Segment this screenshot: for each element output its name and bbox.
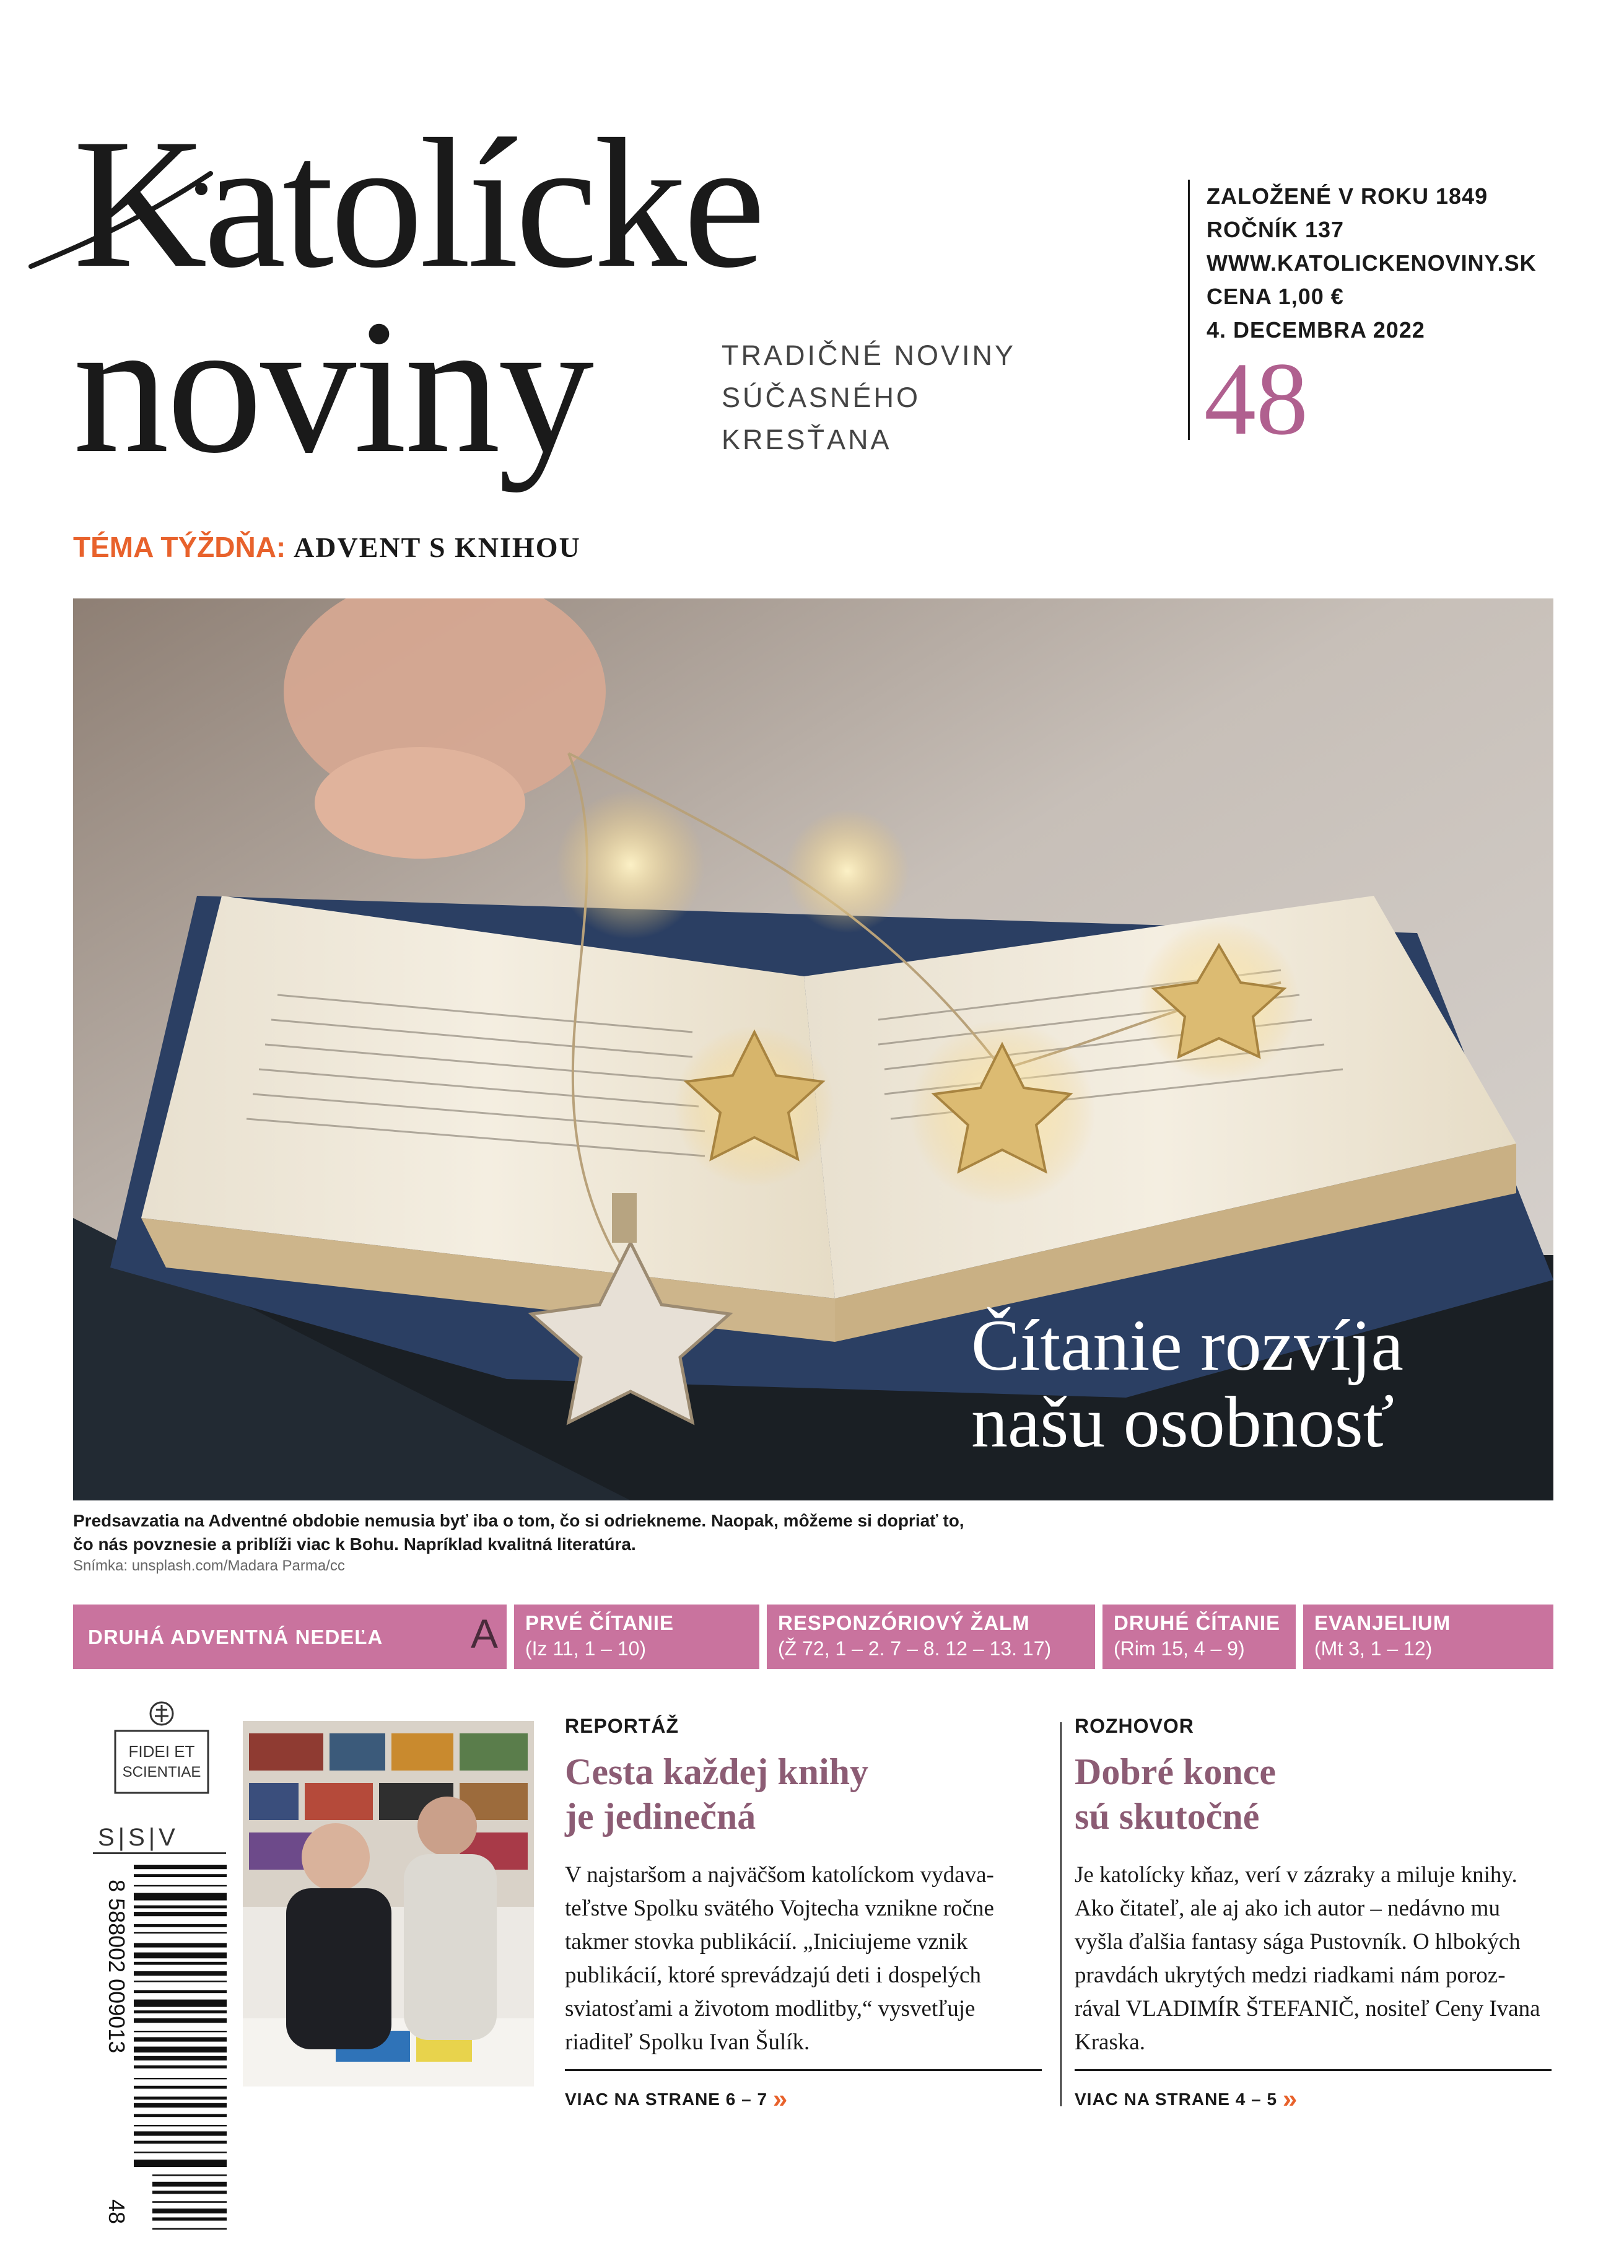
reading-title: DRUHÉ ČÍTANIE	[1114, 1611, 1281, 1634]
more-link-text: VIAC NA STRANE 6 – 7	[565, 2090, 768, 2109]
caption-line: čo nás povznesie a priblíži viac k Bohu. Napríklad kvalitná literatúra.	[73, 1535, 636, 1554]
article-section-label: REPORTÁŽ	[565, 1715, 679, 1737]
body-line: pravdách ukrytých medzi riadkami nám poroz-	[1075, 1963, 1506, 1988]
body-line: teľstve Spolku svätého Vojtecha vznikne ročne	[565, 1896, 994, 1921]
article-title[interactable]	[565, 1749, 868, 1839]
double-chevron-right-icon: »	[1282, 2084, 1298, 2113]
seal-text-line2: SCIENTIAE	[122, 1764, 201, 1780]
first-reading	[514, 1605, 759, 1669]
second-reading	[1102, 1605, 1296, 1669]
body-line: sviatosťami a životom modlitby,“ vysvetľuje	[565, 1996, 976, 2021]
liturgy-sunday	[73, 1605, 507, 1669]
article-body	[1075, 1859, 1540, 2059]
reading-title: EVANJELIUM	[1314, 1611, 1451, 1634]
issue-info	[1207, 180, 1537, 347]
body-line: riaditeľ Spolku Ivan Šulík.	[565, 2029, 810, 2055]
tagline-line: TRADIČNÉ NOVINY	[722, 339, 1016, 371]
hero-headline	[971, 1307, 1404, 1461]
reading-title: RESPONZÓRIOVÝ ŽALM	[778, 1611, 1030, 1634]
publisher-letters: S|S|V	[98, 1824, 179, 1851]
headline-line: Čítanie rozvíja	[971, 1305, 1404, 1386]
body-line: takmer stovka publikácií. „Iniciujeme vznik	[565, 1929, 968, 1955]
responsorial-psalm	[767, 1605, 1095, 1669]
title-line: Cesta každej knihy	[565, 1751, 869, 1792]
liturgical-cycle: A	[471, 1611, 499, 1657]
headline-line: našu osobnosť	[971, 1381, 1395, 1463]
double-chevron-right-icon: »	[772, 2084, 788, 2113]
article-body	[565, 1859, 994, 2059]
publisher-rule	[93, 1852, 226, 1854]
article-photo	[243, 1721, 534, 2086]
barcode-addon: 48	[104, 2199, 129, 2225]
masthead-tagline	[722, 335, 1016, 461]
barcode-number: 8 588002 009013	[104, 1880, 129, 2054]
more-link-text: VIAC NA STRANE 4 – 5	[1075, 2090, 1278, 2109]
photo-credit: Snímka: unsplash.com/Madara Parma/cc	[73, 1557, 345, 1574]
seal-text-line1: FIDEI ET	[128, 1742, 195, 1761]
info-divider	[1188, 180, 1190, 440]
body-line: V najstaršom a najväčšom katolíckom vydava-	[565, 1862, 994, 1888]
reading-reference: (Rim 15, 4 – 9)	[1114, 1637, 1245, 1660]
tagline-line: SÚČASNÉHO	[722, 382, 921, 413]
reading-title: PRVÉ ČÍTANIE	[525, 1611, 674, 1634]
title-line: Dobré konce	[1075, 1751, 1276, 1792]
theme-label: TÉMA TÝŽDŇA:	[73, 531, 286, 563]
sunday-label: DRUHÁ ADVENTNÁ NEDEĽA	[88, 1626, 383, 1648]
website-link[interactable]: WWW.KATOLICKENOVINY.SK	[1207, 250, 1537, 276]
masthead-title-line2: noviny	[73, 281, 592, 493]
more-link[interactable]	[565, 2084, 788, 2114]
title-line: sú skutočné	[1075, 1796, 1260, 1837]
body-line: Je katolícky kňaz, verí v zázraky a miluje knihy.	[1075, 1862, 1517, 1888]
tagline-line: KRESŤANA	[722, 424, 892, 455]
more-link[interactable]	[1075, 2084, 1298, 2114]
reading-reference: (Ž 72, 1 – 2. 7 – 8. 12 – 13. 17)	[778, 1637, 1052, 1660]
article-section-label: ROZHOVOR	[1075, 1715, 1194, 1737]
body-line: publikácií, ktoré sprevádzajú deti i dospelých	[565, 1963, 981, 1988]
body-line: rával VLADIMÍR ŠTEFANIČ, nositeľ Ceny Ivana	[1075, 1996, 1540, 2021]
publisher-seal-logo	[103, 1700, 220, 1799]
column-divider	[1060, 1722, 1062, 2106]
founded-info: ZALOŽENÉ V ROKU 1849	[1207, 183, 1488, 209]
price-info: CENA 1,00 €	[1207, 284, 1344, 309]
gospel-reading	[1303, 1605, 1553, 1669]
barcode	[90, 1865, 227, 2240]
body-line: Ako čitateľ, ale aj ako ich autor – nedávno mu	[1075, 1896, 1500, 1921]
hero-caption	[73, 1509, 964, 1556]
article-title[interactable]	[1075, 1749, 1276, 1839]
reading-reference: (Mt 3, 1 – 12)	[1314, 1637, 1433, 1660]
two-men-looking-at-layouts-image	[243, 1721, 534, 2086]
issue-date: 4. DECEMBRA 2022	[1207, 317, 1425, 343]
body-line: vyšla ďalšia fantasy sága Pustovník. O hlbokých	[1075, 1929, 1521, 1955]
masthead-title-line1: Katolícke	[73, 100, 762, 306]
volume-info: ROČNÍK 137	[1207, 217, 1345, 242]
issue-number: 48	[1204, 341, 1308, 457]
reading-reference: (Iz 11, 1 – 10)	[525, 1637, 647, 1660]
theme-value: ADVENT S KNIHOU	[294, 532, 581, 563]
caption-line: Predsavzatia na Adventné obdobie nemusia byť iba o tom, čo si odriekneme. Naopak, môžeme si dopriať to,	[73, 1511, 964, 1530]
body-line: Kraska.	[1075, 2029, 1146, 2055]
theme-of-week	[73, 530, 581, 564]
article-rule	[1075, 2069, 1552, 2071]
title-line: je jedinečná	[565, 1796, 756, 1837]
article-rule	[565, 2069, 1042, 2071]
